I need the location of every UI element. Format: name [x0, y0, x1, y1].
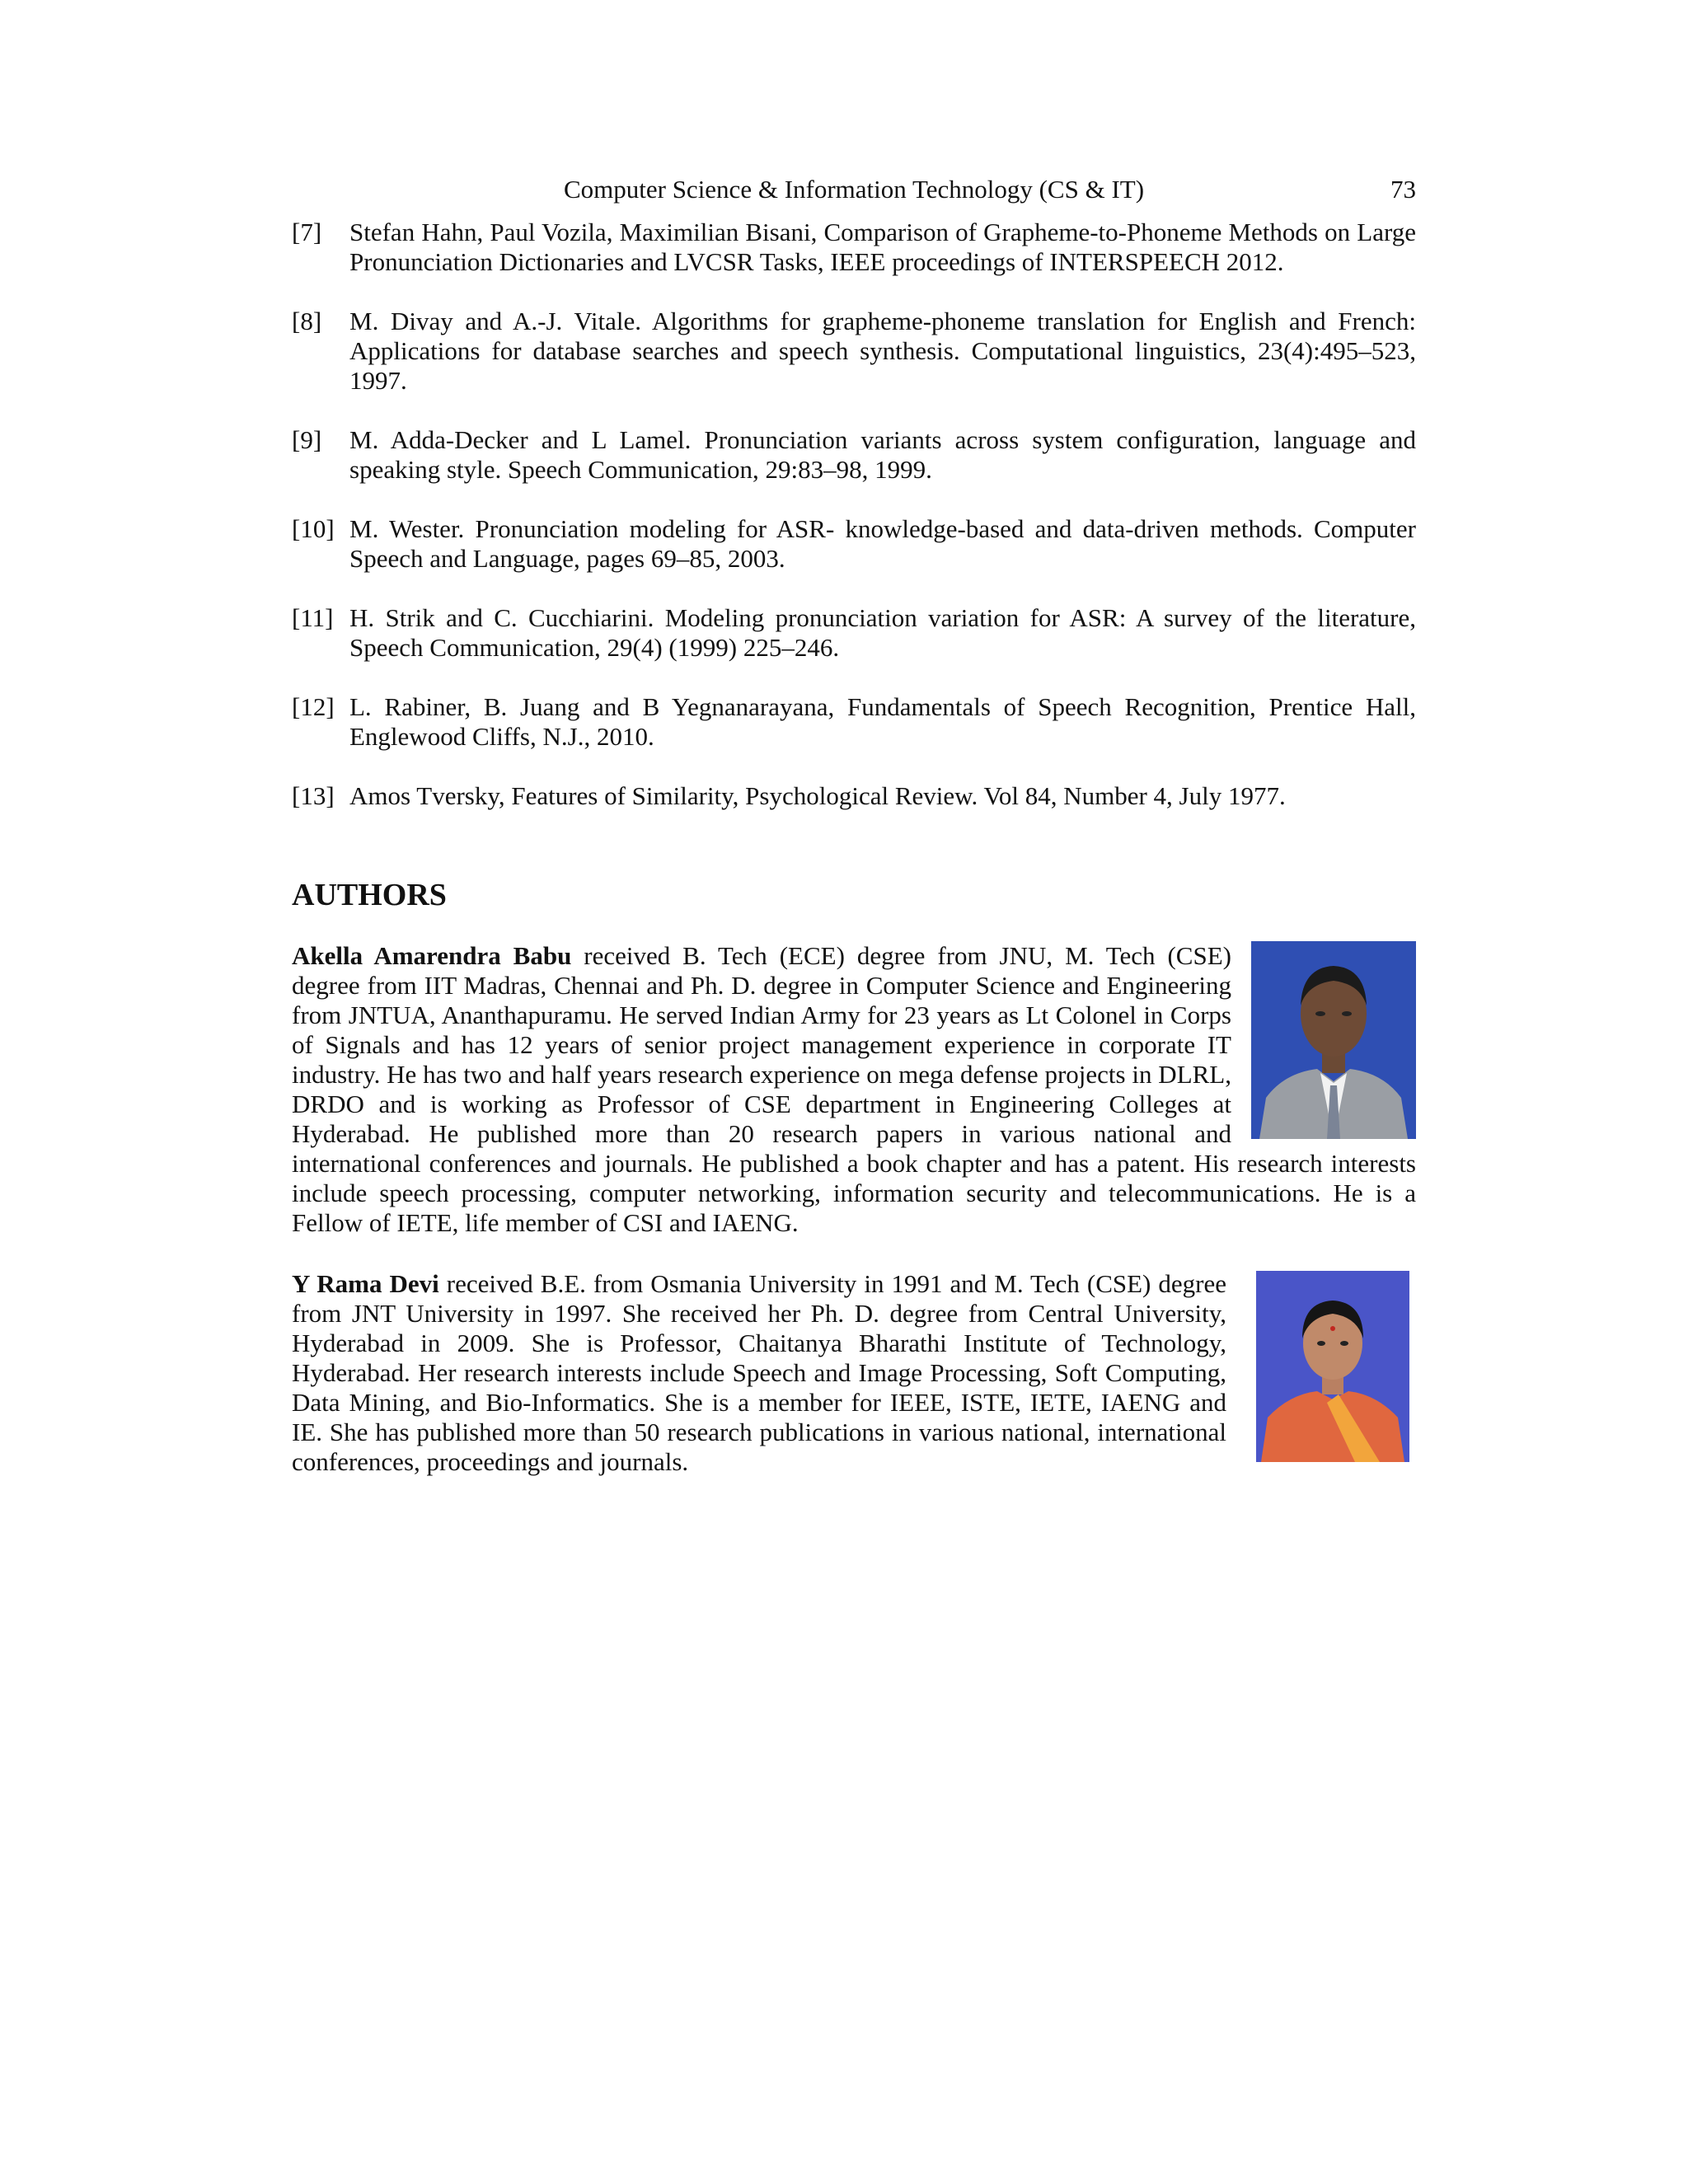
bindi-shape [1330, 1326, 1335, 1331]
reference-number: [7] [292, 218, 322, 246]
author-bio-text: received B.E. from Osmania University in 1991 and M. Tech (CSE) degree from JNT University in 1997. She received her Ph. D. degree from Central University, Hyderabad in 2009. She is Professor, Chaitanya Bharathi Institute of Technology, Hyderabad. Her research interests include Speech and Image Processing, Soft Computing, Data Mining, and Bio-Informatics. She is a member for IEEE, ISTE, IETE, IAENG and IE. She has published more than 50 research publications in various national, international conferences, proceedings and journals. [292, 1269, 1226, 1476]
reference-text: Stefan Hahn, Paul Vozila, Maximilian Bisani, Comparison of Grapheme-to-Phoneme Methods on Large Pronunciation Dictionaries and LVCSR Tasks, IEEE proceedings of INTERSPEECH 2012. [349, 218, 1416, 276]
left-eye-shape [1317, 1341, 1325, 1346]
author-name: Y Rama Devi [292, 1269, 439, 1298]
author-photo [1256, 1271, 1409, 1462]
right-eye-shape [1342, 1011, 1352, 1016]
reference-item [292, 514, 1416, 574]
author-photo [1251, 941, 1416, 1139]
author-name: Akella Amarendra Babu [292, 941, 572, 970]
page-number: 73 [1390, 175, 1416, 204]
author-photo-placeholder [1251, 941, 1416, 1139]
reference-number: [12] [292, 692, 335, 721]
reference-number: [13] [292, 781, 335, 810]
reference-item [292, 692, 1416, 752]
reference-item [292, 781, 1416, 811]
reference-number: [11] [292, 603, 334, 632]
reference-text: M. Adda-Decker and L Lamel. Pronunciation variants across system configuration, language and speaking style. Speech Communication, 29:83–98, 1999. [349, 425, 1416, 484]
reference-item [292, 603, 1416, 663]
reference-item [292, 425, 1416, 485]
author-bio [292, 941, 1416, 1238]
running-header [292, 170, 1416, 209]
reference-number: [9] [292, 425, 322, 454]
reference-text: Amos Tversky, Features of Similarity, Psychological Review. Vol 84, Number 4, July 1977. [349, 781, 1286, 810]
reference-item [292, 218, 1416, 277]
author-photo-placeholder [1256, 1271, 1409, 1462]
reference-number: [8] [292, 307, 322, 335]
reference-list [292, 218, 1416, 841]
author-bio [292, 1269, 1416, 1477]
reference-number: [10] [292, 514, 335, 543]
reference-text: L. Rabiner, B. Juang and B Yegnanarayana, Fundamentals of Speech Recognition, Prentice Hall, Englewood Cliffs, N.J., 2010. [349, 692, 1416, 751]
reference-text: M. Wester. Pronunciation modeling for ASR- knowledge-based and data-driven methods. Computer Speech and Language, pages 69–85, 2003. [349, 514, 1416, 573]
author-bio-text: received B. Tech (ECE) degree from JNU, M. Tech (CSE) degree from IIT Madras, Chennai and Ph. D. degree in Computer Science and Engineering from JNTUA, Ananthapuramu. He served Indian Army for 23 years as Lt Colonel in Corps of Signals and has 12 years of senior project management experience in corporate IT industry. He has two and half years research experience on mega defense projects in DLRL, DRDO and is working as Professor of CSE department in Engineering Colleges at Hyderabad. He published more than 20 research papers in various national and international conferences and journals. He published a book chapter and has a patent. His research interests include speech processing, computer networking, information security and telecommunications. He is a Fellow of IETE, life member of CSI and IAENG. [292, 941, 1416, 1237]
reference-text: H. Strik and C. Cucchiarini. Modeling pronunciation variation for ASR: A survey of the literature, Speech Communication, 29(4) (1999) 225–246. [349, 603, 1416, 662]
right-eye-shape [1340, 1341, 1348, 1346]
reference-item [292, 307, 1416, 396]
reference-text: M. Divay and A.-J. Vitale. Algorithms for grapheme-phoneme translation for English and French: Applications for database searches and speech synthesis. Computational linguistics, 23(4):495–523, 1997. [349, 307, 1416, 395]
authors-heading: AUTHORS [292, 878, 447, 912]
left-eye-shape [1315, 1011, 1325, 1016]
journal-title: Computer Science & Information Technology (CS & IT) [563, 175, 1145, 204]
